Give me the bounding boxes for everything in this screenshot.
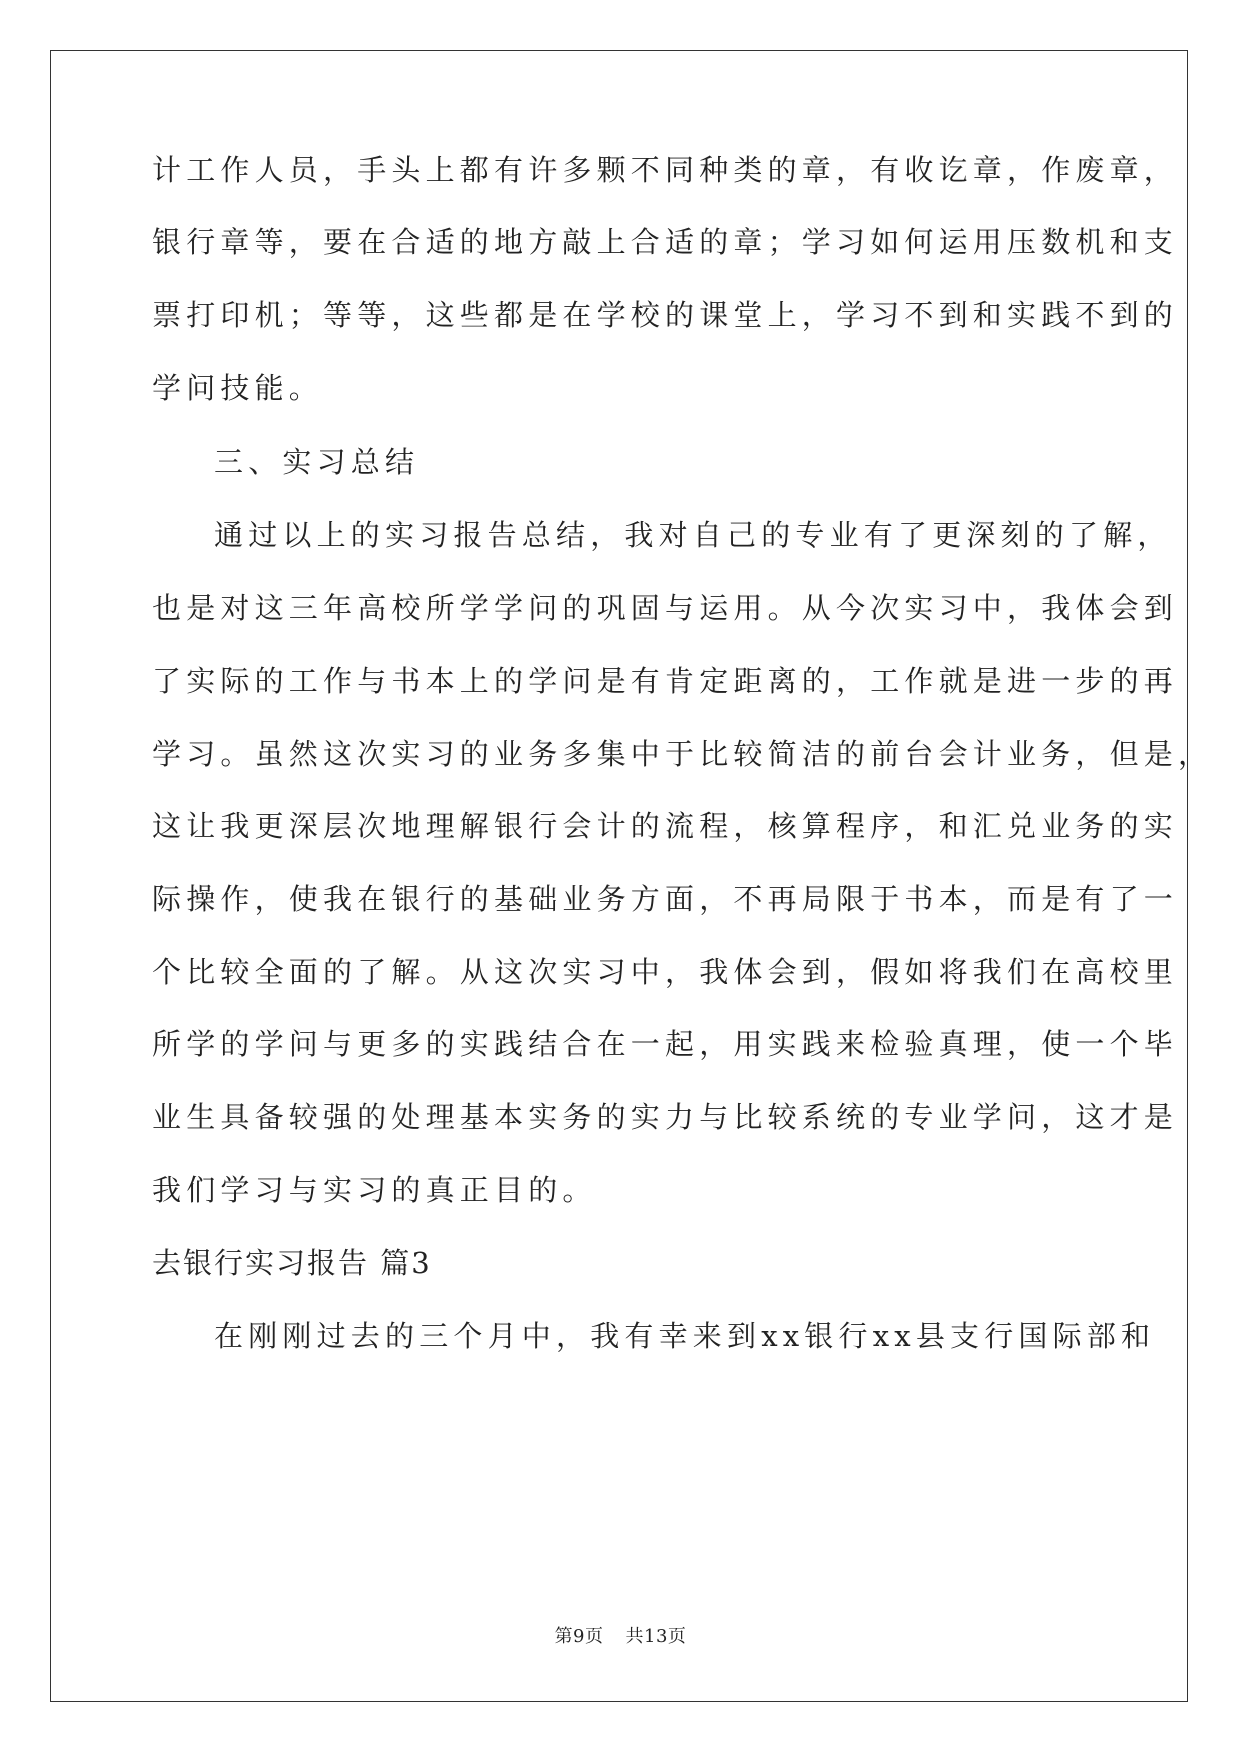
- paragraph-3-line-1: 在刚刚过去的三个月中，我有幸来到xx银行xx县支行国际部和: [214, 1319, 1156, 1353]
- page-footer: [0, 1625, 1241, 1649]
- article-title: 去银行实习报告 篇3: [152, 1246, 432, 1280]
- paragraph-1-line-1: 计工作人员，手头上都有许多颗不同种类的章，有收讫章，作废章，: [152, 153, 1179, 187]
- page-total-label: 共13页: [625, 1626, 687, 1647]
- paragraph-2-line-3: 了实际的工作与书本上的学问是有肯定距离的，工作就是进一步的再: [152, 664, 1179, 698]
- paragraph-2-line-4: 学习。虽然这次实习的业务多集中于比较简洁的前台会计业务，但是，: [152, 737, 1213, 771]
- paragraph-2-line-2: 也是对这三年高校所学学问的巩固与运用。从今次实习中，我体会到: [152, 591, 1179, 625]
- paragraph-2-line-9: 业生具备较强的处理基本实务的实力与比较系统的专业学问，这才是: [152, 1100, 1179, 1134]
- paragraph-2-line-5: 这让我更深层次地理解银行会计的流程，核算程序，和汇兑业务的实: [152, 809, 1179, 843]
- paragraph-2-line-6: 际操作，使我在银行的基础业务方面，不再局限于书本，而是有了一: [152, 882, 1179, 916]
- paragraph-2-line-10: 我们学习与实习的真正目的。: [152, 1173, 597, 1207]
- paragraph-2-line-8: 所学的学问与更多的实践结合在一起，用实践来检验真理，使一个毕: [152, 1027, 1179, 1061]
- paragraph-1-line-4: 学问技能。: [152, 371, 324, 405]
- page-number-label: 第9页: [554, 1626, 604, 1647]
- paragraph-2-line-1: 通过以上的实习报告总结，我对自己的专业有了更深刻的了解，: [214, 518, 1172, 552]
- paragraph-1-line-2: 银行章等，要在合适的地方敲上合适的章；学习如何运用压数机和支: [152, 225, 1179, 259]
- paragraph-2-line-7: 个比较全面的了解。从这次实习中，我体会到，假如将我们在高校里: [152, 955, 1179, 989]
- paragraph-1-line-3: 票打印机；等等，这些都是在学校的课堂上，学习不到和实践不到的: [152, 298, 1179, 332]
- section-heading: 三、实习总结: [214, 445, 420, 479]
